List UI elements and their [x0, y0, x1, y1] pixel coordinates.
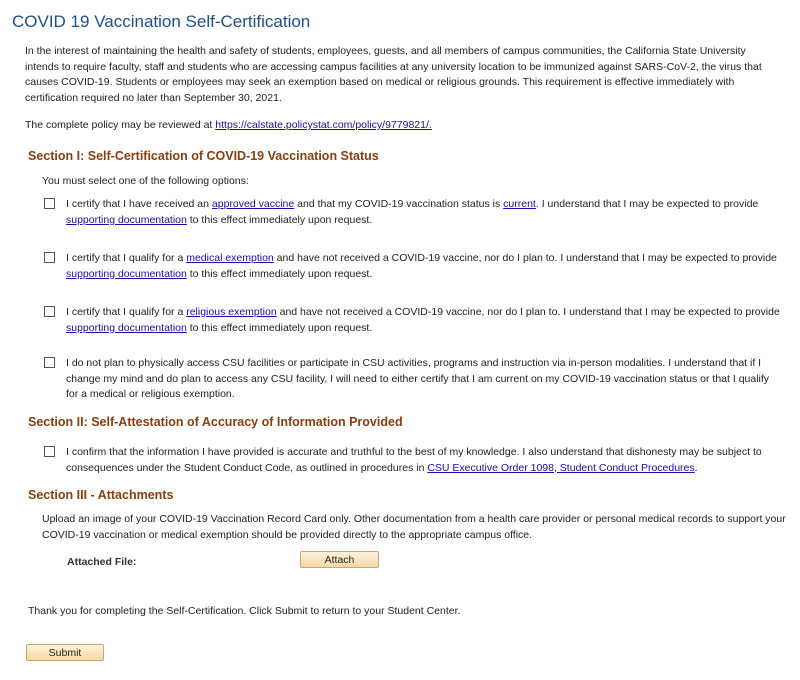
checkbox-religious-exemption[interactable] — [44, 306, 55, 317]
attached-file-label: Attached File: — [67, 556, 137, 568]
page-title: COVID 19 Vaccination Self-Certification — [12, 12, 311, 31]
policy-prefix: The complete policy may be reviewed at — [25, 119, 216, 131]
intro-text: In the interest of maintaining the health and safety of students, employees, guests, and all members of campus communities, the California State University intends to require faculty, staff and students who are accessing campus facilities at any university location to be immunized against SARS-CoV-2, the virus that causes COVID-19. Students or employees may seek an exemption based on medical or religious grounds. This requirement is effective immediately with certification required no later than September 30, 2021. — [25, 45, 762, 104]
section-1-title: Section I: Self-Certification of COVID-19 Vaccination Status — [28, 149, 379, 163]
attach-button[interactable]: Attach — [300, 551, 379, 568]
option-religious-exemption-text — [66, 305, 784, 336]
section-1-instruction: You must select one of the following options: — [42, 175, 249, 187]
checkbox-attestation[interactable] — [44, 446, 55, 457]
text-segment: to this effect immediately upon request. — [186, 267, 373, 280]
section-3-title: Section III - Attachments — [28, 488, 174, 502]
text-segment: I certify that I have received an — [66, 198, 212, 210]
supporting-documentation-link[interactable]: supporting documentation — [66, 267, 187, 280]
text-segment: and that my COVID-19 vaccination status is — [294, 198, 504, 210]
executive-order-link[interactable]: CSU Executive Order 1098, Student Conduct Procedures — [427, 461, 695, 474]
checkbox-no-campus-access[interactable] — [44, 357, 55, 368]
approved-vaccine-link[interactable]: approved vaccine — [211, 198, 295, 210]
text-segment: and have not received a COVID-19 vaccine, nor do I plan to. I understand that I may be expected to provide — [276, 306, 780, 318]
text-segment: . I understand that I may be expected to provide — [535, 198, 759, 210]
option-approved-vaccine-text — [66, 197, 784, 228]
text-segment: to this effect immediately upon request. — [186, 213, 373, 226]
section-2-title: Section II: Self-Attestation of Accuracy of Information Provided — [28, 415, 403, 429]
checkbox-medical-exemption[interactable] — [44, 252, 55, 263]
text-segment: I confirm that the information I have provided is accurate and truthful to the best of my knowledge. I also understand that dishonesty may be subject to consequences under the Student Conduct Code, as outlined in procedures in — [66, 446, 762, 474]
option-medical-exemption-text — [66, 251, 784, 282]
text-segment: to this effect immediately upon request. — [186, 321, 373, 334]
supporting-documentation-link[interactable]: supporting documentation — [66, 213, 187, 226]
option-attestation-text — [66, 445, 784, 476]
religious-exemption-link[interactable]: religious exemption — [186, 306, 277, 318]
policy-line — [25, 119, 432, 131]
text-segment: . — [694, 461, 698, 474]
checkbox-approved-vaccine[interactable] — [44, 198, 55, 209]
submit-button[interactable]: Submit — [26, 644, 104, 661]
upload-instructions: Upload an image of your COVID-19 Vaccination Record Card only. Other documentation from a health care provider or personal medical records to support your COVID-19 vaccination or medical exemption should be provided directly to the appropriate campus office. — [42, 513, 786, 541]
thanks-message: Thank you for completing the Self-Certification. Click Submit to return to your Student Center. — [28, 605, 461, 617]
medical-exemption-link[interactable]: medical exemption — [186, 252, 274, 264]
option-no-campus-access-text: I do not plan to physically access CSU facilities or participate in CSU activities, programs and instruction via in-person modalities. I understand that if I change my mind and do plan to access any CSU facility, I will need to either certify that I am current on my COVID-19 vaccination status or that I qualify for a medical or religious exemption. — [66, 357, 770, 400]
text-segment: I certify that I qualify for a — [66, 306, 187, 318]
supporting-documentation-link[interactable]: supporting documentation — [66, 321, 187, 334]
current-link[interactable]: current — [503, 198, 536, 210]
policy-link[interactable]: https://calstate.policystat.com/policy/9779821/. — [215, 119, 432, 131]
text-segment: and have not received a COVID-19 vaccine, nor do I plan to. I understand that I may be expected to provide — [273, 252, 777, 264]
text-segment: I certify that I qualify for a — [66, 252, 187, 264]
